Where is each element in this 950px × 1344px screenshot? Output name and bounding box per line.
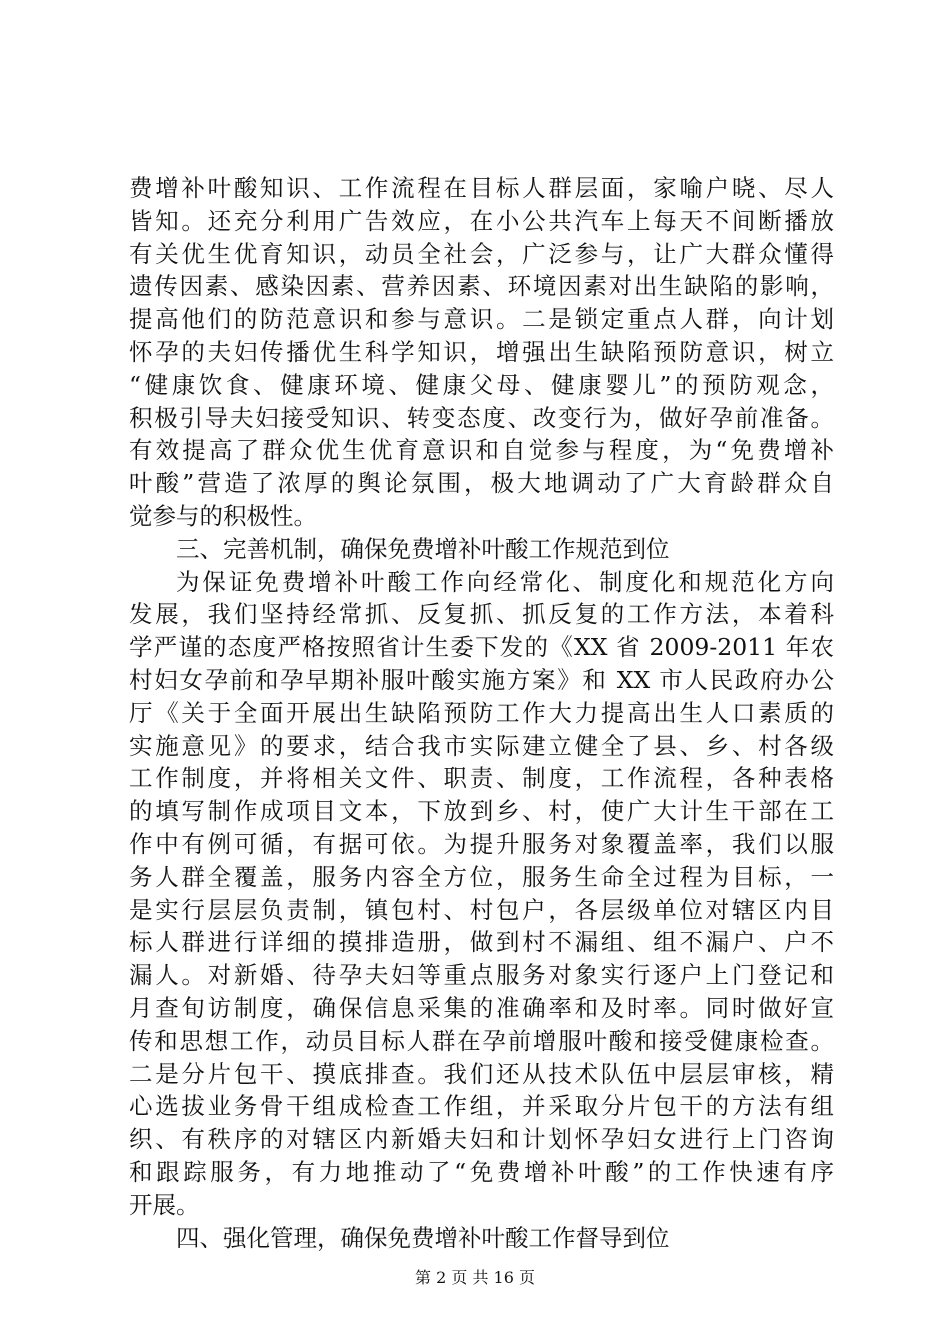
text-line: 作中有例可循，有据可依。为提升服务对象覆盖率，我们以服 [129, 829, 834, 858]
text-line: 二是分片包干、摸底排查。我们还从技术队伍中层层审核，精 [129, 1059, 834, 1088]
text-line: 怀孕的夫妇传播优生科学知识，增强出生缺陷预防意识，树立 [129, 337, 834, 366]
text-line: 有效提高了群众优生优育意识和自觉参与程度，为“免费增补 [129, 436, 834, 465]
text-line: 厅《关于全面开展出生缺陷预防工作大力提高出生人口素质的 [129, 698, 834, 727]
text-line: 费增补叶酸知识、工作流程在目标人群层面，家喻户晓、尽人 [129, 174, 834, 202]
text-line: 为保证免费增补叶酸工作向经常化、制度化和规范化方向 [176, 567, 834, 596]
text-line: 务人群全覆盖，服务内容全方位，服务生命全过程为目标，一 [129, 862, 834, 891]
text-line: 开展。 [129, 1190, 200, 1219]
text-line: 漏人。对新婚、待孕夫妇等重点服务对象实行逐户上门登记和 [129, 961, 834, 990]
paragraph [129, 566, 834, 1222]
text-line: 遗传因素、感染因素、营养因素、环境因素对出生缺陷的影响， [129, 272, 834, 301]
text-line: 织、有秩序的对辖区内新婚夫妇和计划怀孕妇女进行上门咨询 [129, 1125, 834, 1154]
text-line: 心选拔业务骨干组成检查工作组，并采取分片包干的方法有组 [129, 1092, 834, 1121]
text-line: 皆知。还充分利用广告效应，在小公共汽车上每天不间断播放 [129, 206, 834, 235]
text-line: 发展，我们坚持经常抓、反复抓、抓反复的工作方法，本着科 [129, 600, 834, 629]
text-line: 四、强化管理，确保免费增补叶酸工作督导到位 [176, 1223, 670, 1252]
paragraph [129, 533, 834, 566]
text-line: 积极引导夫妇接受知识、转变态度、改变行为，做好孕前准备。 [129, 403, 834, 432]
text-line: 月查旬访制度，确保信息采集的准确率和及时率。同时做好宣 [129, 993, 834, 1022]
text-line: 三、完善机制，确保免费增补叶酸工作规范到位 [176, 534, 670, 563]
text-line: 觉参与的积极性。 [129, 501, 317, 530]
paragraph [129, 1222, 834, 1255]
page-footer: 第 2 页 共 16 页 [415, 1268, 535, 1287]
text-line: 实施意见》的要求，结合我市实际建立健全了县、乡、村各级 [129, 731, 834, 760]
paragraph [129, 172, 834, 533]
text-line: 传和思想工作，动员目标人群在孕前增服叶酸和接受健康检查。 [129, 1026, 834, 1055]
text-line: 有关优生优育知识，动员全社会，广泛参与，让广大群众懂得 [129, 239, 834, 268]
text-line: “健康饮食、健康环境、健康父母、健康婴儿”的预防观念， [129, 370, 834, 399]
text-line: 学严谨的态度严格按照省计生委下发的《XX 省 2009-2011 年农 [129, 633, 834, 662]
text-line: 的填写制作成项目文本，下放到乡、村，使广大计生干部在工 [129, 797, 834, 826]
document-body [129, 172, 834, 1254]
text-line: 提高他们的防范意识和参与意识。二是锁定重点人群，向计划 [129, 305, 834, 334]
text-line: 工作制度，并将相关文件、职责、制度，工作流程，各种表格 [129, 764, 834, 793]
text-line: 和跟踪服务，有力地推动了“免费增补叶酸”的工作快速有序 [129, 1157, 834, 1186]
text-line: 是实行层层负责制，镇包村、村包户，各层级单位对辖区内目 [129, 895, 834, 924]
text-line: 标人群进行详细的摸排造册，做到村不漏组、组不漏户、户不 [129, 928, 834, 957]
text-line: 叶酸”营造了浓厚的舆论氛围，极大地调动了广大育龄群众自 [129, 469, 834, 498]
text-line: 村妇女孕前和孕早期补服叶酸实施方案》和 XX 市人民政府办公 [129, 665, 834, 694]
